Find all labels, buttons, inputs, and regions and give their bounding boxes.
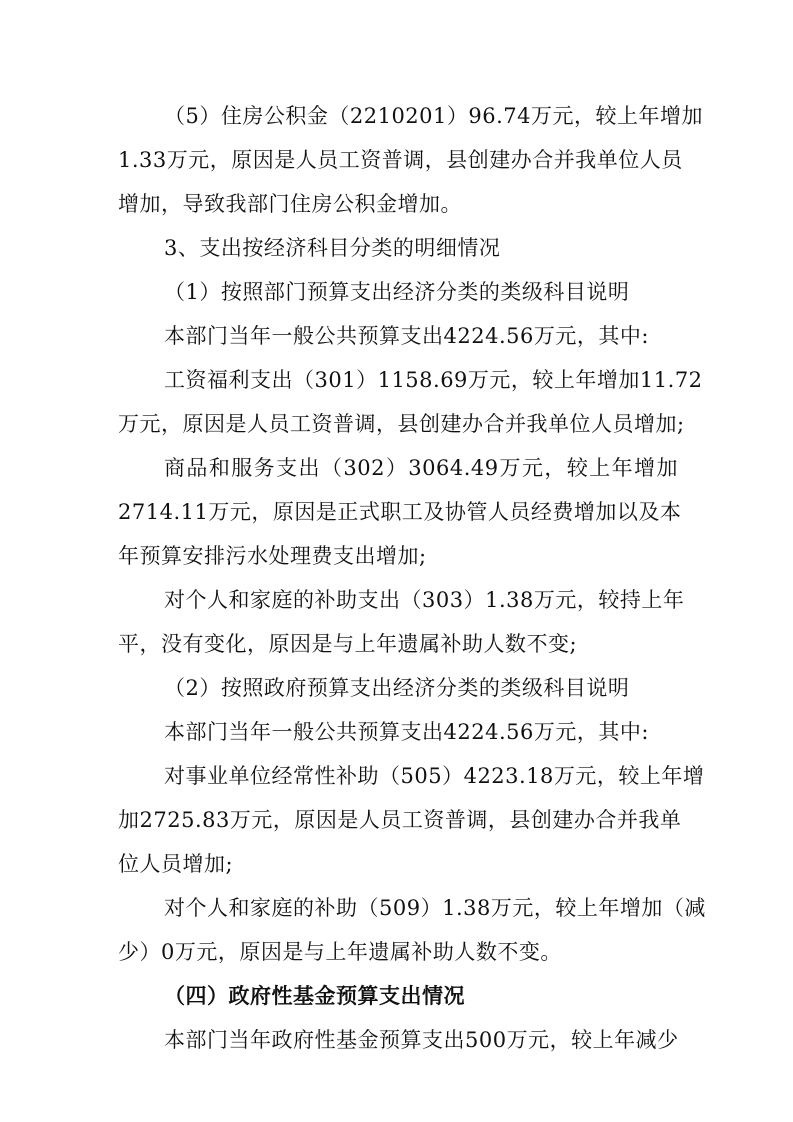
paragraph-line: 对事业单位经常性补助（505）4223.18万元，较上年增 bbox=[164, 764, 705, 788]
subsection-heading: （1）按照部门预算支出经济分类的类级科目说明 bbox=[164, 280, 630, 304]
paragraph-line: 增加，导致我部门住房公积金增加。 bbox=[118, 192, 462, 216]
paragraph-line: （5）住房公积金（2210201）96.74万元，较上年增加 bbox=[164, 104, 704, 128]
section-heading: （四）政府性基金预算支出情况 bbox=[164, 983, 465, 1008]
paragraph-line: 商品和服务支出（302）3064.49万元，较上年增加 bbox=[164, 456, 678, 480]
paragraph-line: 加2725.83万元，原因是人员工资普调，县创建办合并我单 bbox=[118, 808, 682, 832]
paragraph-line: 本部门当年一般公共预算支出4224.56万元，其中: bbox=[164, 720, 649, 744]
section-heading: 3、支出按经济科目分类的明细情况 bbox=[164, 236, 501, 260]
paragraph-line: 2714.11万元，原因是正式职工及协管人员经费增加以及本 bbox=[118, 500, 682, 524]
paragraph-line: 万元，原因是人员工资普调，县创建办合并我单位人员增加; bbox=[118, 412, 685, 436]
paragraph-line: 平，没有变化，原因是与上年遗属补助人数不变; bbox=[118, 632, 578, 656]
paragraph-line: 年预算安排污水处理费支出增加; bbox=[118, 544, 427, 568]
paragraph-line: 对个人和家庭的补助支出（303）1.38万元，较持上年 bbox=[164, 588, 685, 612]
paragraph-line: 工资福利支出（301）1158.69万元，较上年增加11.72 bbox=[164, 368, 703, 392]
paragraph-line: 对个人和家庭的补助（509）1.38万元，较上年增加（减 bbox=[164, 896, 706, 920]
paragraph-line: 1.33万元，原因是人员工资普调，县创建办合并我单位人员 bbox=[118, 148, 683, 172]
paragraph-line: 本部门当年一般公共预算支出4224.56万元，其中: bbox=[164, 324, 649, 348]
paragraph-line: 本部门当年政府性基金预算支出500万元，较上年减少 bbox=[164, 1028, 679, 1052]
subsection-heading: （2）按照政府预算支出经济分类的类级科目说明 bbox=[164, 676, 630, 700]
paragraph-line: 少）0万元，原因是与上年遗属补助人数不变。 bbox=[118, 940, 562, 964]
paragraph-line: 位人员增加; bbox=[118, 852, 234, 876]
